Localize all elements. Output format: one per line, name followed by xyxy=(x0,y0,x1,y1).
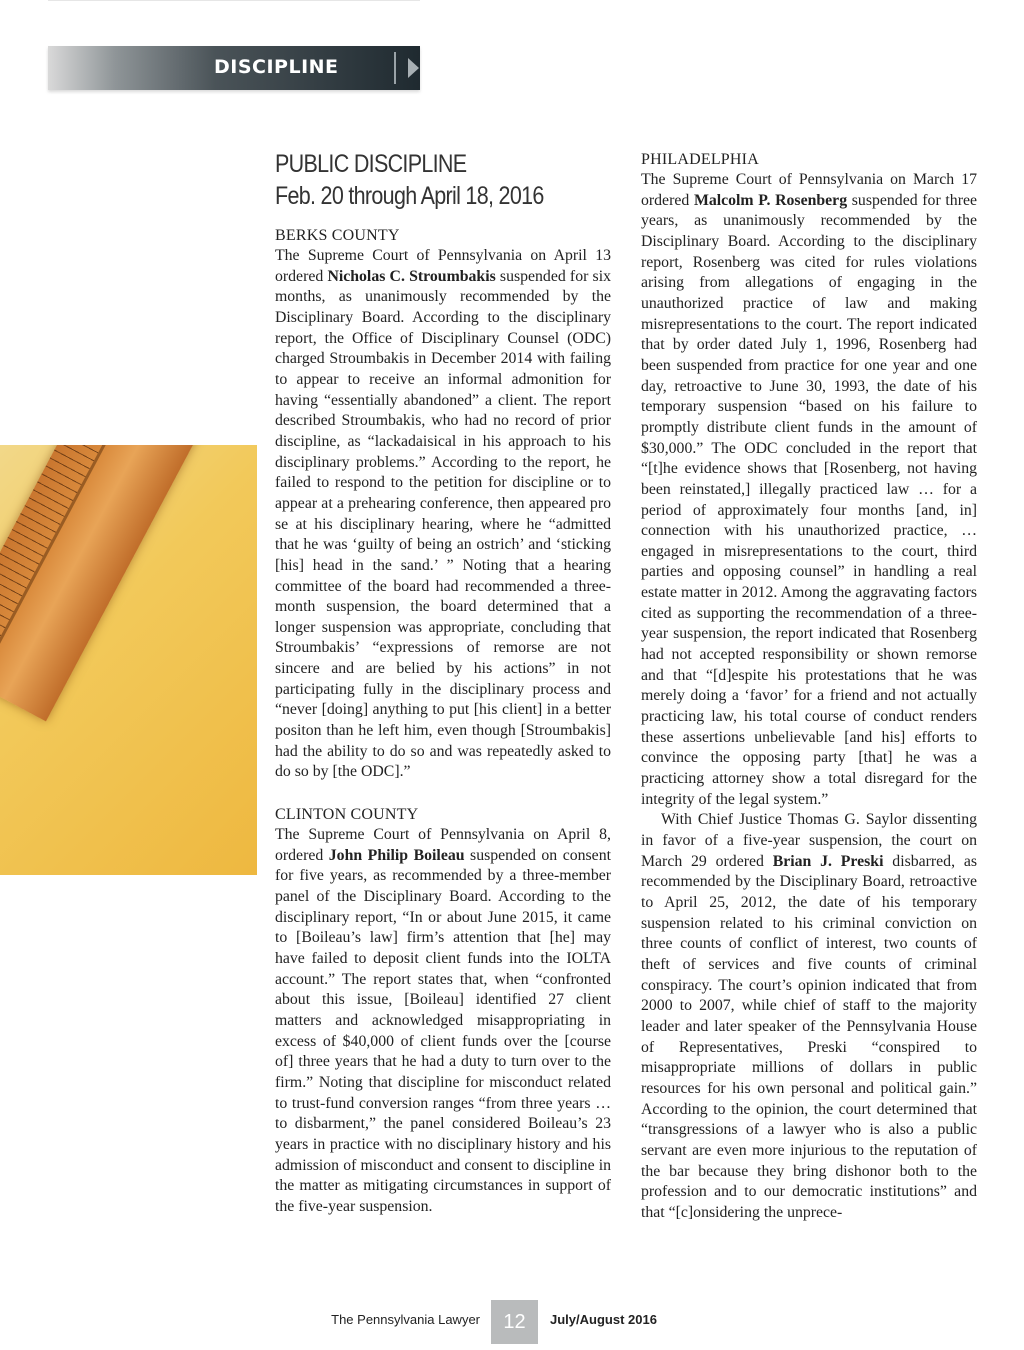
philadelphia-text-a: The Supreme Court of Pennsylvania on March 17 ordered xyxy=(641,171,977,209)
preski-text-a: With Chief Justice Thomas G. Saylor dissenting in favor of a five-year suspension, the court on March 29 ordered xyxy=(641,811,977,870)
clinton-heading: CLINTON COUNTY xyxy=(275,806,419,824)
banner-label: DISCIPLINE xyxy=(214,56,339,78)
left-column xyxy=(275,148,611,1218)
footer-publication: The Pennsylvania Lawyer xyxy=(331,1312,480,1327)
banner-divider xyxy=(394,52,396,84)
berks-text-b: suspended for six months, as unanimously recommended by the Disciplinary Board. According to the disciplinary report, the Office of Disciplinary Counsel (ODC) charged Stroumbakis in December 2014 with failing to appear to receive an informal admonition for having “essentially abandoned” a client. The report described Stroumbakis, who had no record of prior discipline, as “lackadaisical in his approach to his disciplinary problems.” According to the report, he failed to respond to the petition for discipline or to appear at a prehearing conference, then appeared pro se at his disciplinary hearing, where he “admitted that he was ‘guilty of being an ostrich’ and ‘sticking [his] head in the sand.’ ” Noting that a hearing committee of the board had recommended a three-month suspension, the board determined that a longer suspension was appropriate, concluding that Stroumbakis’ “expressions of remorse are not sincere and are belied by his actions” in not participating fully in the disciplinary process and “never [doing] anything to put [his client] in a better positon than he left him, even though [Stroumbakis] had the ability to do so and was repeatedly asked to do so by [the ODC].” xyxy=(275,267,611,781)
page-title: PUBLIC DISCIPLINE xyxy=(275,150,467,178)
rosenberg-name: Malcolm P. Rosenberg xyxy=(693,191,848,209)
ruler-photo xyxy=(0,445,257,875)
section-banner xyxy=(48,46,420,90)
clinton-text-a: The Supreme Court of Pennsylvania on April 8, ordered xyxy=(275,826,611,864)
berks-text-a: The Supreme Court of Pennsylvania on April 13 ordered xyxy=(275,247,611,285)
clinton-text-b: suspended on consent for five years, as recommended by a three-member panel of the Disciplinary Board. According to the disciplinary report, “In or about June 2015, it came to [Boileau’s law] firm’s attention that [he] may have failed to deposit client funds into the IOLTA account.” The report states that, when “confronted about this issue, [Boileau] identified 27 client matters and acknowledged misappropriating in excess of $40,000 of client funds over the [course of] three years that he had a duty to turn over to the firm.” Noting that discipline for misconduct related to trust-fund conversion ranges “from three years … to disbarment,” the panel considered Boileau’s 23 years in practice with no disciplinary history and his admission of misconduct and consent to discipline in the matter as mitigating circumstances in support of the five-year suspension. xyxy=(275,846,611,1215)
philadelphia-paragraph-1 xyxy=(641,170,977,810)
footer-issue: July/August 2016 xyxy=(550,1312,657,1327)
philadelphia-heading: PHILADELPHIA xyxy=(641,151,759,168)
ruler-image xyxy=(0,445,257,721)
right-column xyxy=(641,150,977,1223)
berks-heading: BERKS COUNTY xyxy=(275,227,400,244)
philadelphia-paragraph-2 xyxy=(641,810,977,1223)
philadelphia-text-b: suspended for three years, as unanimously recommended by the Disciplinary Board. According to the disciplinary report, Rosenberg was cited for rules violations arising from allegations of engaging in the unauthorized practice of law and making misrepresentations to the court. The report indicated that by order dated July 1, 1996, Rosenberg had been suspended from practice for one year and one day, retroactive to June 30, 1993, the date of his temporary suspension “based on his failure to promptly distribute client funds in the amount of $30,000.” The ODC concluded in the report that “[t]he evidence shows that [Rosenberg, not having been reinstated,] illegally practiced law … for a period of approximately four months [and, in] connection with his unauthorized practice, … engaged in misrepresentations to the court, third parties and opposing counsel” in handling a real estate matter in 2012. Among the aggravating factors cited as supporting the recommendation of a three-year suspension, the report indicated that Rosenberg had not accepted responsibility or shown remorse and that “[d]espite his protestations that he was merely doing a ‘favor’ for a friend and not actually practicing law, his total course of conduct renders these assertions unbelievable [and his] efforts to convince the opposing party [that] he was a practicing attorney show a total disregard for the integrity of the legal system.” xyxy=(641,191,977,808)
clinton-paragraph xyxy=(275,825,611,1217)
clinton-name: John Philip Boileau xyxy=(328,846,465,864)
preski-name: Brian J. Preski xyxy=(772,852,884,870)
page-subtitle: Feb. 20 through April 18, 2016 xyxy=(275,182,544,210)
ruler-ticks xyxy=(0,445,219,684)
arrow-right-icon xyxy=(408,58,419,78)
top-rule xyxy=(48,0,420,1)
berks-name: Nicholas C. Stroumbakis xyxy=(327,267,496,285)
preski-text-b: disbarred, as recommended by the Disciplinary Board, retroactive to April 25, 2012, the date of his temporary suspension related to his criminal conviction on three counts of conflict of interest, two counts of theft of services and five counts of criminal conspiracy. The court’s opinion indicated that from 2000 to 2007, while chief of staff to the majority leader and later speaker of the Pennsylvania House of Representatives, Preski “conspired to misappropriate millions of dollars in public resources for his own personal and political gain.” According to the opinion, the court determined that “transgressions of a lawyer who is also a public servant are even more injurious to the reputation of the bar because they bring dishonor both to the profession and to our democratic institutions” and that “[c]onsidering the unprece- xyxy=(641,852,977,1221)
berks-paragraph xyxy=(275,246,611,783)
page-number: 12 xyxy=(491,1300,538,1344)
